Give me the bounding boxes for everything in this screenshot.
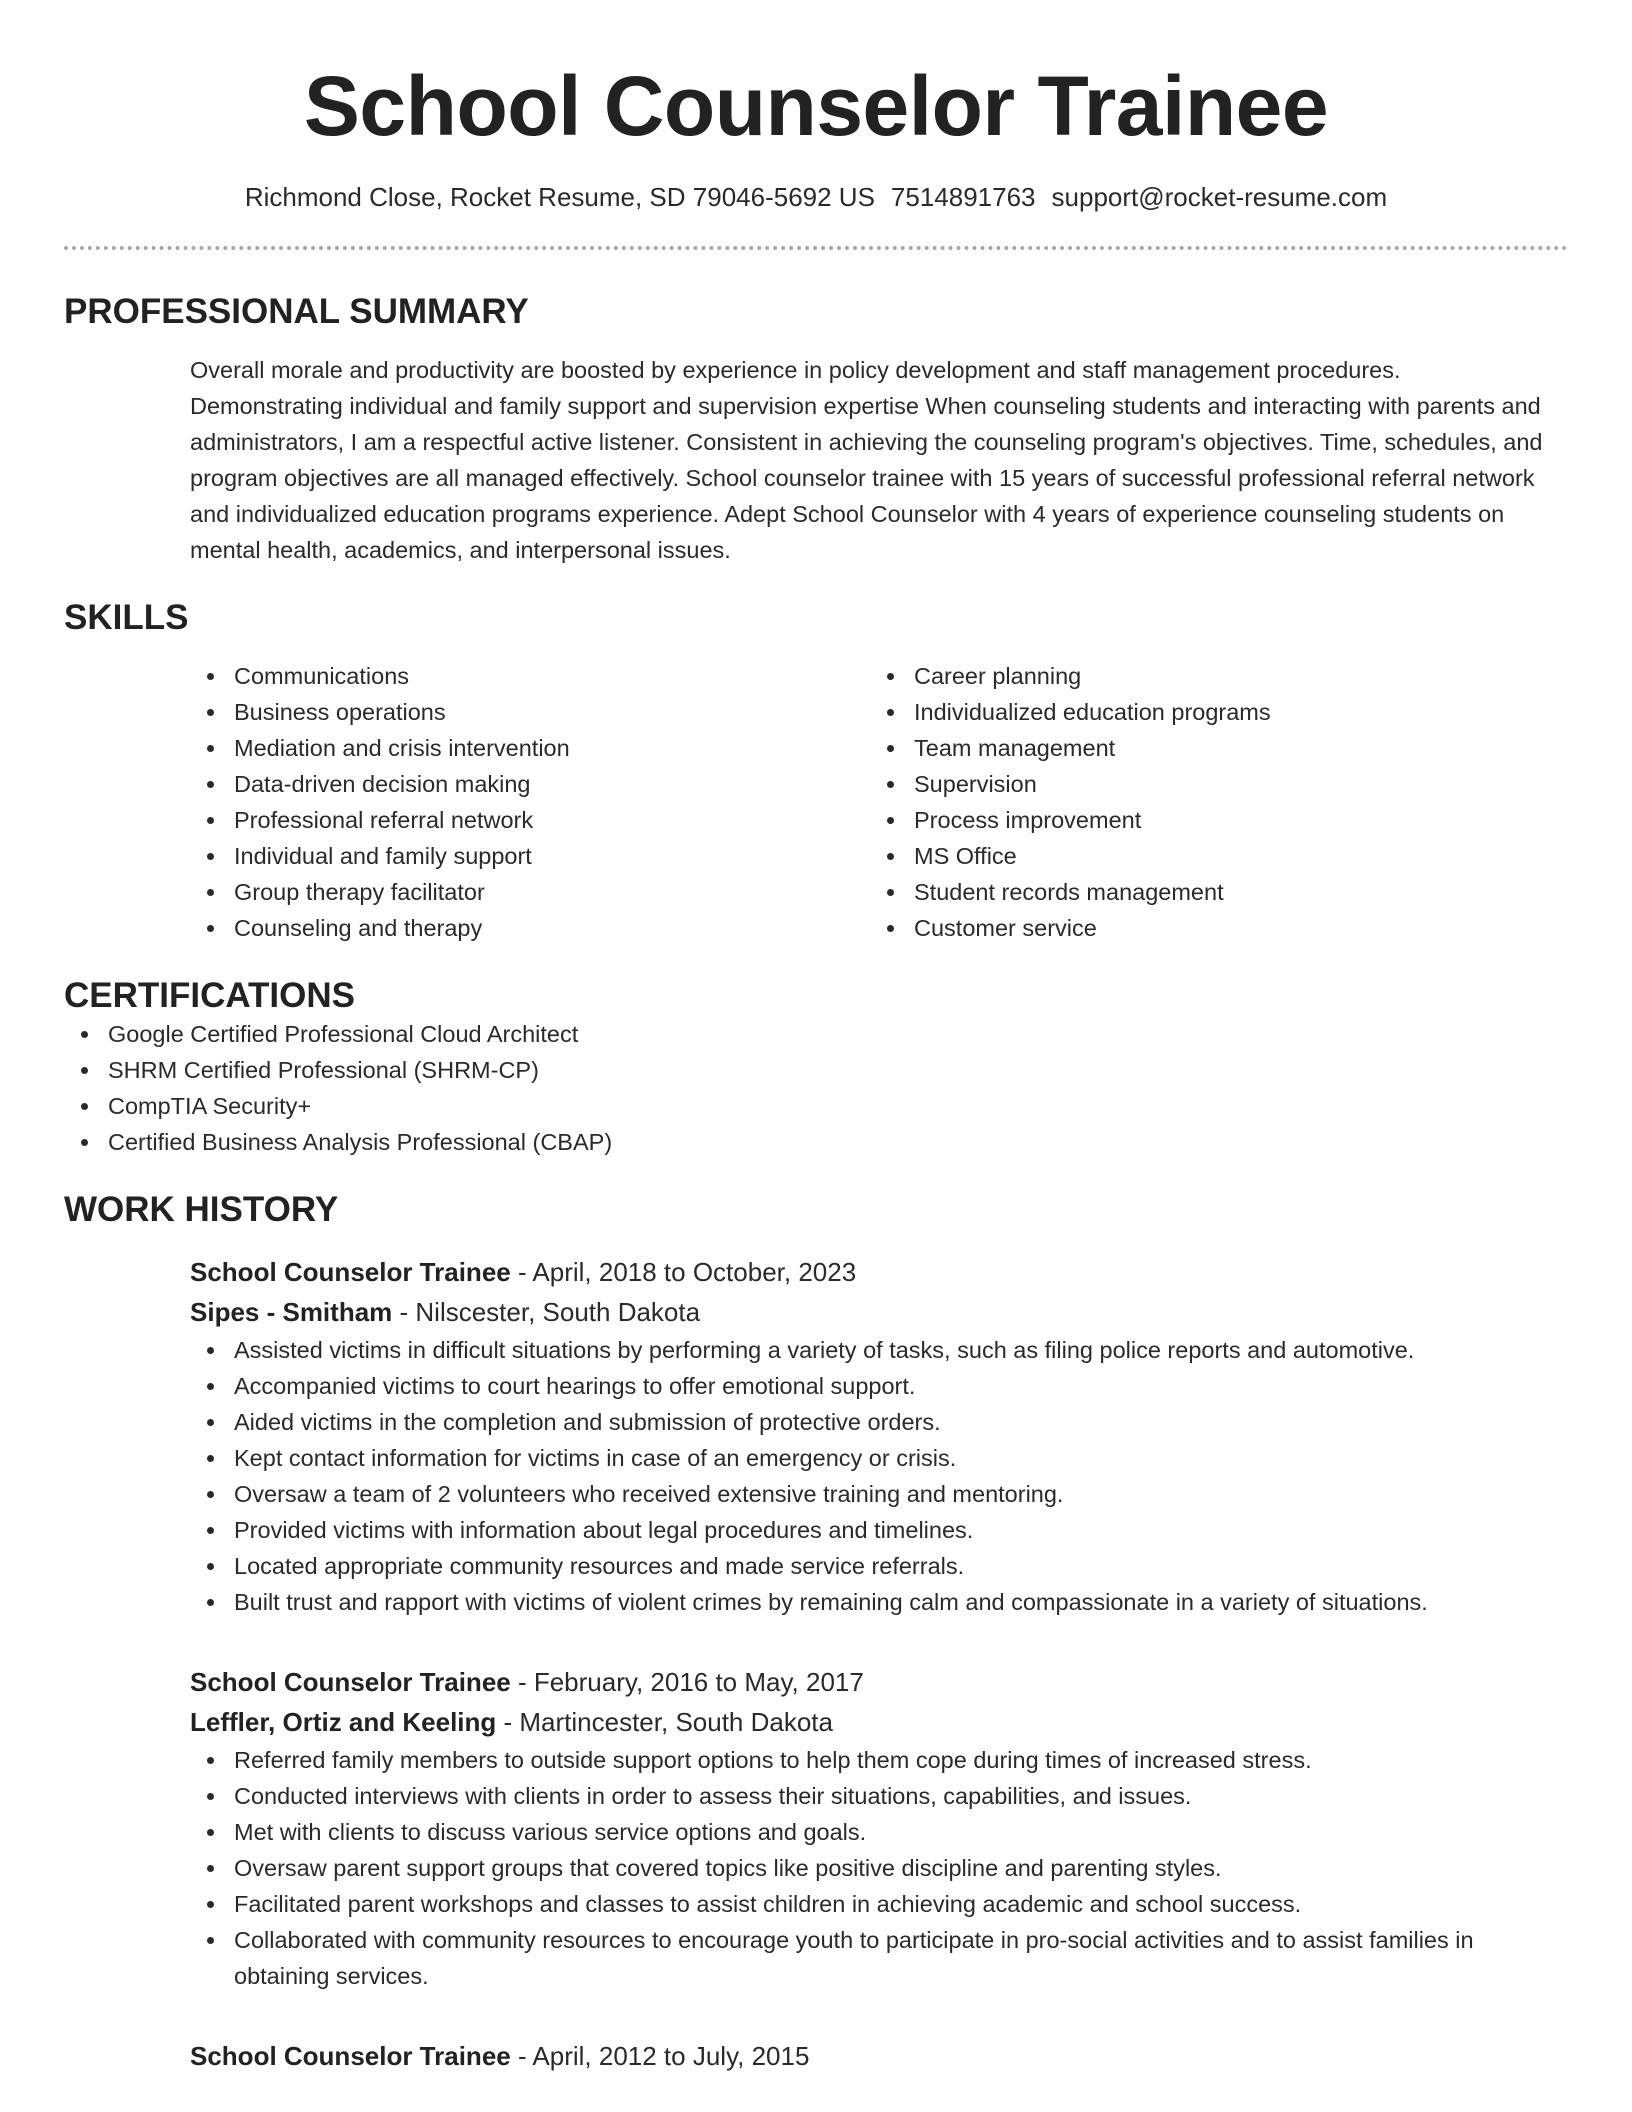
skill-item: Student records management [870,874,1470,910]
work-history-section [64,1190,1568,2076]
job-entry [64,1252,1568,1620]
job-bullet: Met with clients to discuss various service options and goals. [190,1814,1568,1850]
skill-item: Counseling and therapy [190,910,870,946]
skill-item: Data-driven decision making [190,766,870,802]
job-role: School Counselor Trainee [190,1667,511,1697]
job-bullet: Aided victims in the completion and submission of protective orders. [190,1404,1568,1440]
skills-columns [64,658,1568,946]
job-location: - Martincester, South Dakota [496,1707,833,1737]
job-bullets [190,1332,1568,1620]
summary-section [64,292,1568,568]
job-entry [64,2036,1568,2076]
skill-item: Individual and family support [190,838,870,874]
job-bullets [190,1742,1568,1994]
job-dates: - February, 2016 to May, 2017 [510,1667,864,1697]
certification-item: Certified Business Analysis Professional (CBAP) [64,1124,1568,1160]
skill-item: Mediation and crisis intervention [190,730,870,766]
job-bullet: Accompanied victims to court hearings to offer emotional support. [190,1368,1568,1404]
job-bullet: Oversaw parent support groups that covered topics like positive discipline and parenting styles. [190,1850,1568,1886]
certifications-section [64,976,1568,1160]
skills-list-right [870,658,1470,946]
job-title-line [190,1662,1568,1702]
contact-email: support@rocket-resume.com [1051,182,1388,212]
job-dates: - April, 2018 to October, 2023 [510,1257,857,1287]
job-bullet: Built trust and rapport with victims of violent crimes by remaining calm and compassionate in a variety of situations. [190,1584,1568,1620]
job-bullet: Referred family members to outside support options to help them cope during times of increased stress. [190,1742,1568,1778]
job-title-line [190,1252,1568,1292]
skill-item: Individualized education programs [870,694,1470,730]
header-divider [64,246,1568,250]
certifications-list [64,1016,1568,1160]
skills-section [64,598,1568,946]
skills-list-left [190,658,870,946]
skill-item: Business operations [190,694,870,730]
certification-item: CompTIA Security+ [64,1088,1568,1124]
resume-name: School Counselor Trainee [303,59,1329,153]
job-company: Leffler, Ortiz and Keeling [190,1707,497,1737]
resume-page [64,0,1568,2076]
skill-item: Customer service [870,910,1470,946]
contact-address: Richmond Close, Rocket Resume, SD 79046-5692 US [244,182,875,212]
summary-heading: PROFESSIONAL SUMMARY [64,292,529,331]
skill-item: Communications [190,658,870,694]
skill-item: Process improvement [870,802,1470,838]
skill-item: Professional referral network [190,802,870,838]
contact-line [64,180,1568,214]
certification-item: SHRM Certified Professional (SHRM-CP) [64,1052,1568,1088]
job-company-line [190,1292,1568,1332]
summary-text: Overall morale and productivity are boosted by experience in policy development and staff management procedures. Demonstrating individual and family support and supervision expertise When counseling students and interacting with parents and administrators, I am a respectful active listener. Consistent in achieving the counseling program's objectives. Time, schedules, and program objectives are all managed effectively. School counselor trainee with 15 years of successful professional referral network and individualized education programs experience. Adept School Counselor with 4 years of experience counseling students on mental health, academics, and interpersonal issues. [190,357,1543,563]
skill-item: Supervision [870,766,1470,802]
certification-item: Google Certified Professional Cloud Architect [64,1016,1568,1052]
job-bullet: Assisted victims in difficult situations by performing a variety of tasks, such as filing police reports and automotive. [190,1332,1568,1368]
job-bullet: Kept contact information for victims in case of an emergency or crisis. [190,1440,1568,1476]
skill-item: Team management [870,730,1470,766]
job-bullet: Oversaw a team of 2 volunteers who received extensive training and mentoring. [190,1476,1568,1512]
contact-phone: 7514891763 [890,182,1036,212]
job-bullet: Provided victims with information about legal procedures and timelines. [190,1512,1568,1548]
job-title-line [190,2036,1568,2076]
job-dates: - April, 2012 to July, 2015 [510,2041,810,2071]
job-company: Sipes - Smitham [190,1297,393,1327]
job-bullet: Located appropriate community resources and made service referrals. [190,1548,1568,1584]
job-location: - Nilscester, South Dakota [392,1297,701,1327]
skill-item: Career planning [870,658,1470,694]
certifications-heading: CERTIFICATIONS [64,976,356,1015]
job-role: School Counselor Trainee [190,2041,511,2071]
job-bullet: Conducted interviews with clients in order to assess their situations, capabilities, and issues. [190,1778,1568,1814]
skill-item: MS Office [870,838,1470,874]
skill-item: Group therapy facilitator [190,874,870,910]
job-bullet: Facilitated parent workshops and classes to assist children in achieving academic and school success. [190,1886,1568,1922]
job-bullet: Collaborated with community resources to encourage youth to participate in pro-social activities and to assist families in obtaining services. [190,1922,1568,1994]
job-role: School Counselor Trainee [190,1257,511,1287]
job-entry [64,1662,1568,1994]
job-company-line [190,1702,1568,1742]
work-history-heading: WORK HISTORY [64,1190,339,1229]
skills-heading: SKILLS [64,598,189,637]
